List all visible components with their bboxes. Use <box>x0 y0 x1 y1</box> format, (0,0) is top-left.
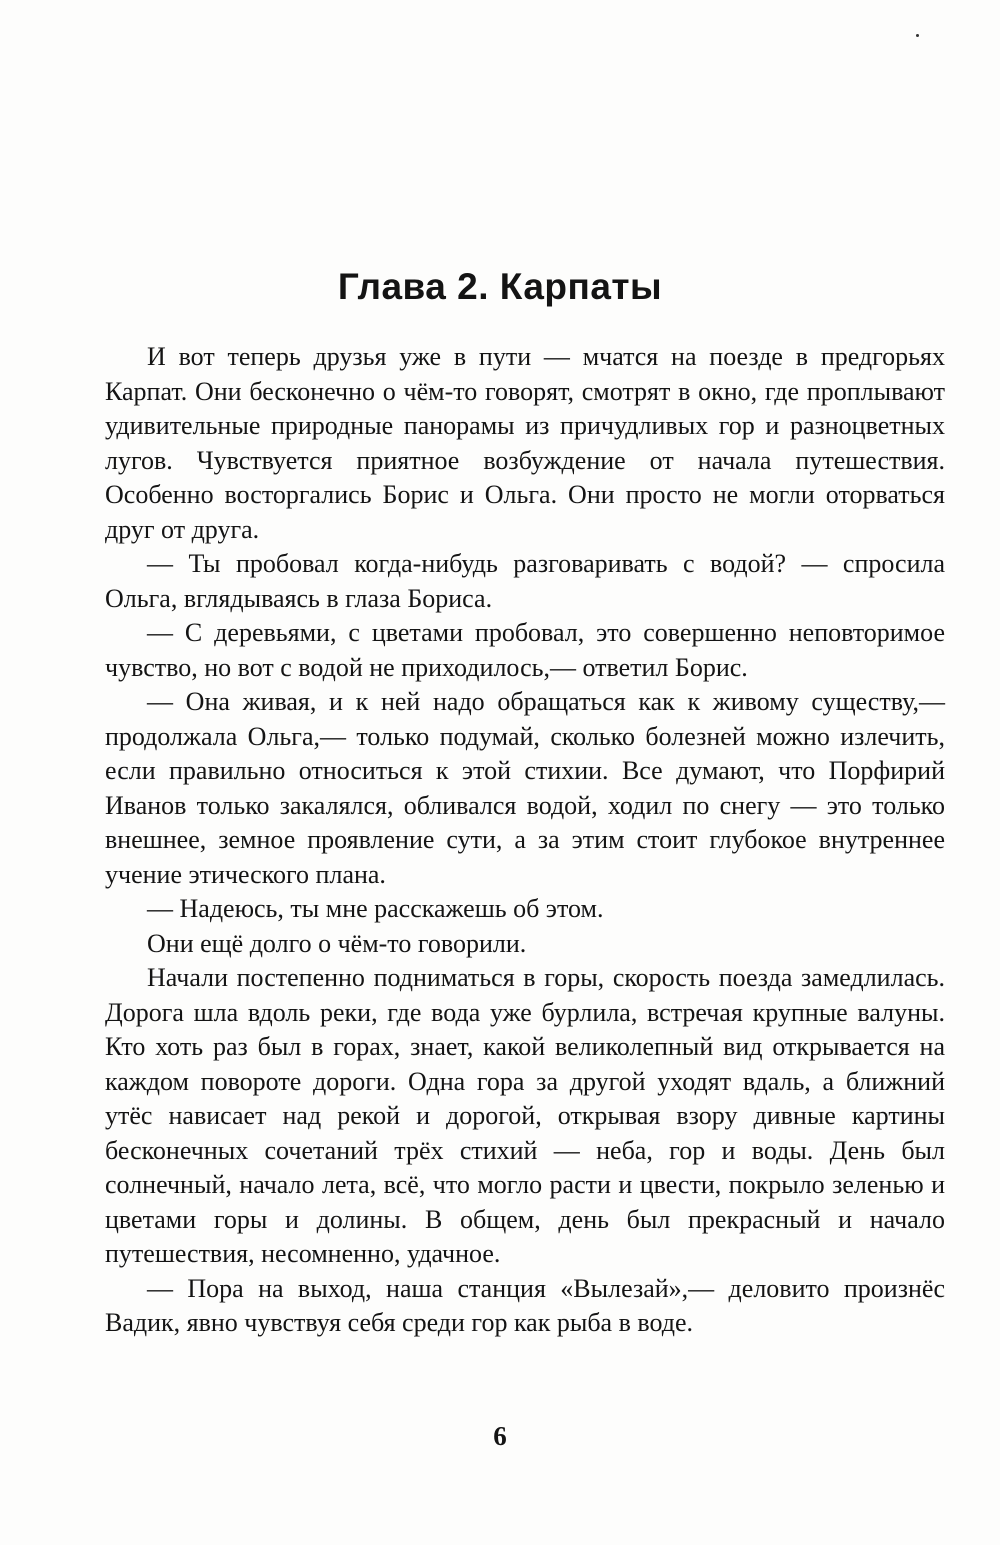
page-number: 6 <box>493 1421 507 1451</box>
scan-speck <box>916 34 919 37</box>
paragraph: Они ещё долго о чём-то говорили. <box>147 928 527 958</box>
paragraph: — Пора на выход, наша станция «Вылезай»,— деловито произнёс Вадик, явно чувствуя себя среди гор как рыба в воде. <box>105 1273 945 1337</box>
paragraph: И вот теперь друзья уже в пути — мчатся на поезде в предгорьях Карпат. Они бесконечно о чём-то говорят, смотрят в окно, где проплывают удивительные природные панорамы из причудливых гор и разноцветных лугов. Чувствуется приятное возбуждение от начала путешествия. Особенно восторгались Борис и Ольга. Они просто не могли оторваться друг от друга. <box>105 342 945 544</box>
paragraph: — С деревьями, с цветами пробовал, это совершенно неповторимое чувство, но вот с водой не приходилось,— ответил Борис. <box>105 618 945 682</box>
paragraph: — Она живая, и к ней надо обращаться как к живому существу,— продолжала Ольга,— только подумай, сколько болезней можно излечить, если правильно относиться к этой стихии. Все думают, что Порфирий Иванов только закалялся, обливался водой, ходил по снегу — это только внешнее, земное проявление сути, а за этим стоит глубокое внутреннее учение этического плана. <box>105 687 945 889</box>
paragraph: Начали постепенно подниматься в горы, скорость поезда замедлилась. Дорога шла вдоль реки, где вода уже бурлила, встречая крупные валуны. Кто хоть раз был в горах, знает, какой великолепный вид открывается на каждом повороте дороги. Одна гора за другой уходят вдаль, а ближний утёс нависает над рекой и дорогой, открывая взору дивные картины бесконечных сочетаний трёх стихий — неба, гор и воды. День был солнечный, начало лета, всё, что могло расти и цвести, покрыло зеленью и цветами горы и долины. В общем, день был прекрасный и начало путешествия, несомненно, удачное. <box>105 963 945 1268</box>
chapter-title: Глава 2. Карпаты <box>337 266 663 307</box>
paragraph: — Ты пробовал когда-нибудь разговаривать с водой? — спросила Ольга, вглядываясь в глаза Бориса. <box>105 549 945 613</box>
chapter-body <box>105 340 945 1341</box>
paragraph: — Надеюсь, ты мне расскажешь об этом. <box>147 894 604 923</box>
